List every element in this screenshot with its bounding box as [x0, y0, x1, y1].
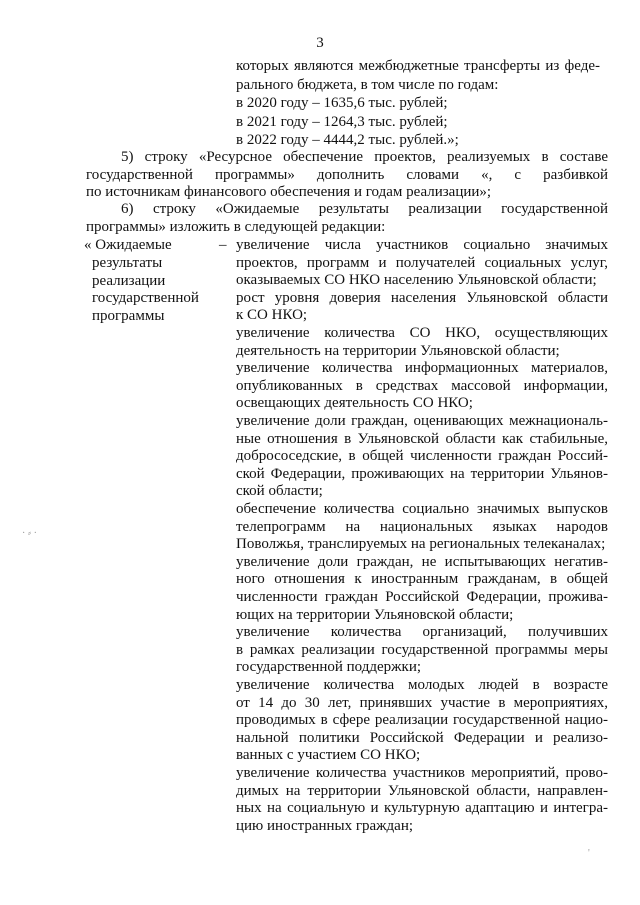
result-line: ных на социальную и культурную адаптацию и интегра- [236, 800, 608, 817]
result-line: проектов, программ и получателей социальных услуг, [236, 254, 608, 271]
result-line: рост уровня доверия населения Ульяновской области [236, 289, 608, 306]
result-line: нальной политики Российской Федерации и реализо- [236, 729, 608, 746]
table-label-line: государственной [92, 290, 199, 307]
page-number: 3 [316, 35, 324, 51]
intro-line: в 2022 году – 4444,2 тыс. рублей.»; [236, 132, 459, 149]
result-line: в рамках реализации государственной программы меры [236, 641, 608, 658]
result-line: увеличение доли граждан, оценивающих межнациональ- [236, 413, 608, 429]
table-label-line: реализации [92, 272, 166, 289]
intro-line: которых являются межбюджетные трансферты из феде- [236, 58, 600, 74]
item-5-line: по источникам финансового обеспечения и годам реализации»; [86, 184, 492, 200]
result-line: увеличение числа участников социально значимых [236, 237, 608, 253]
result-line: опубликованных в средствах массовой информации, [236, 377, 608, 394]
result-line: численности граждан Российской Федерации, прожива- [236, 589, 608, 605]
result-line: телепрограмм на национальных языках народов [236, 518, 608, 535]
result-line: ные отношения в Ульяновской области как стабильные, [236, 430, 608, 447]
result-line: цию иностранных граждан; [236, 817, 414, 834]
result-line: увеличение количества молодых людей в возрасте [236, 677, 608, 693]
table-label-line: программы [92, 308, 165, 325]
result-line: ного отношения к иностранным гражданам, в общей [236, 571, 608, 588]
table-label-line: результаты [92, 254, 163, 271]
result-line: ющих на территории Ульяновской области; [236, 606, 514, 623]
intro-line: рального бюджета, в том числе по годам: [236, 76, 499, 93]
result-line: государственной поддержки; [236, 659, 422, 676]
result-line: от 14 до 30 лет, принявших участие в мероприятиях, [236, 694, 608, 711]
scan-artifact-left: · ⸗ · [22, 528, 37, 539]
item-5-line: 5) строку «Ресурсное обеспечение проектов, реализуемых в составе [121, 149, 608, 165]
result-line: увеличение количества СО НКО, осуществляющих [236, 325, 608, 341]
result-line: добрососедские, в общей численности граждан Россий- [236, 448, 608, 465]
item-6-line: программы» изложить в следующей редакции: [86, 218, 386, 235]
result-line: ванных с участием СО НКО; [236, 747, 421, 764]
result-line: увеличение количества участников мероприятий, прово- [236, 765, 608, 781]
separator-dash: – [219, 237, 227, 253]
result-line: обеспечение количества социально значимых выпусков [236, 501, 608, 517]
result-line: Поволжья, транслируемых на региональных телеканалах; [236, 536, 606, 553]
result-line: к СО НКО; [236, 307, 308, 324]
intro-line: в 2020 году – 1635,6 тыс. рублей; [236, 95, 448, 112]
result-line: увеличение количества информационных материалов, [236, 360, 608, 377]
result-line: оказываемых СО НКО населению Ульяновской области; [236, 272, 597, 289]
result-line: освещающих деятельность СО НКО; [236, 395, 473, 412]
result-line: ской области; [236, 483, 323, 500]
item-5-line: государственной программы» дополнить словами «, с разбивкой [86, 166, 608, 183]
item-6-line: 6) строку «Ожидаемые результаты реализации государственной [121, 201, 608, 217]
scan-artifact-right: ' [588, 848, 590, 859]
result-line: увеличение количества организаций, получивших [236, 624, 608, 641]
result-line: деятельность на территории Ульяновской области; [236, 342, 560, 359]
intro-line: в 2021 году – 1264,3 тыс. рублей; [236, 113, 448, 130]
result-line: увеличение доли граждан, не испытывающих негатив- [236, 553, 608, 570]
result-line: ской Федерации, проживающих на территории Ульянов- [236, 465, 608, 482]
table-label-line: « Ожидаемые [84, 237, 172, 253]
result-line: проводимых в сфере реализации государственной нацио- [236, 712, 608, 729]
result-line: димых на территории Ульяновской области, направлен- [236, 782, 608, 799]
